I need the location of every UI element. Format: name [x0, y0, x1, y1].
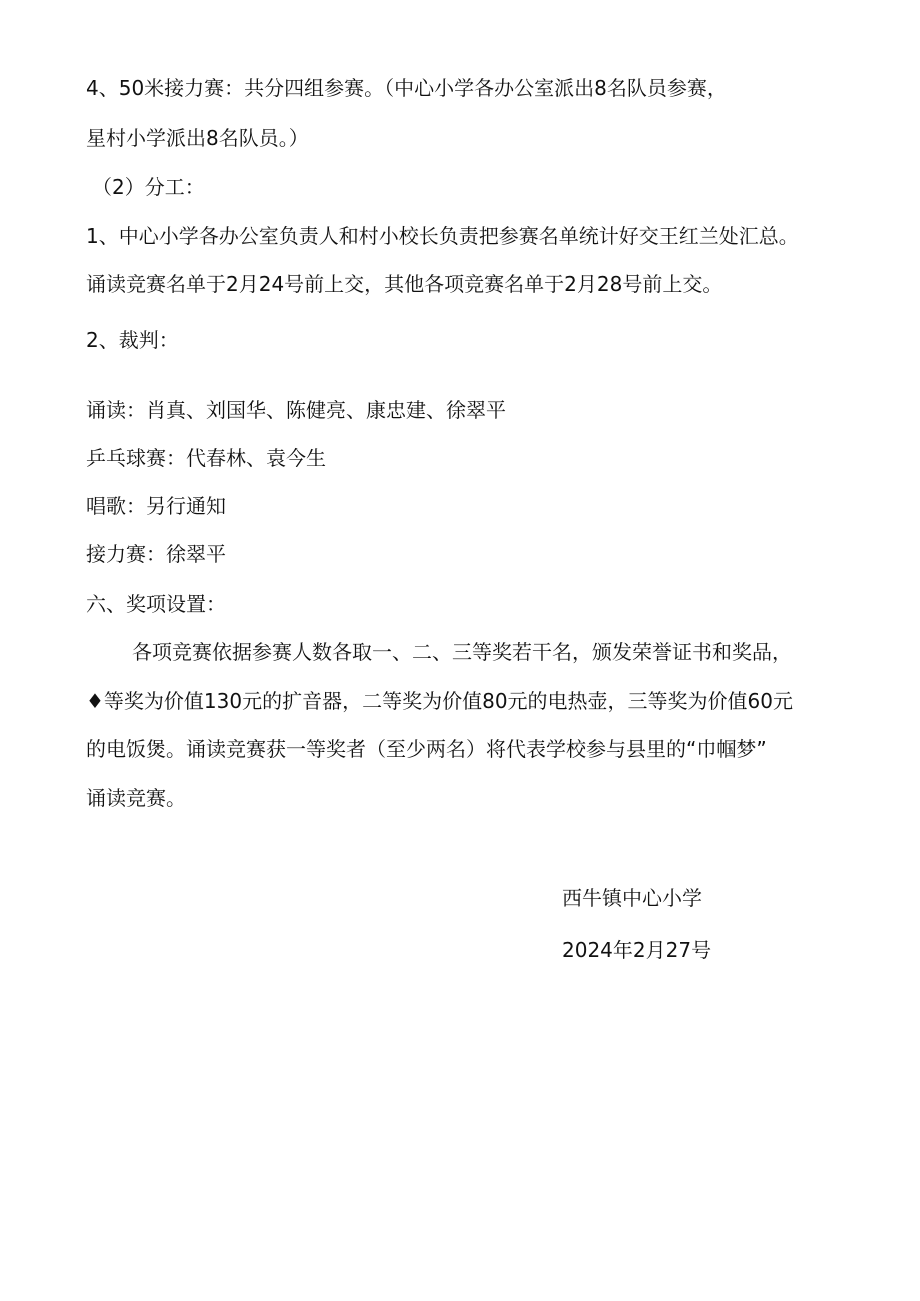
signature-date: 2024年2月27号	[562, 938, 712, 962]
text-line-judges-table-tennis: 乒乓球赛：代春林、袁今生	[86, 446, 326, 470]
signature-organization: 西牛镇中心小学	[562, 886, 702, 910]
text-line-division-1: 1、中心小学各办公室负责人和村小校长负责把参赛名单统计好交王红兰处汇总。	[86, 224, 799, 248]
text-line-awards-3: 的电饭煲。诵读竞赛获一等奖者（至少两名）将代表学校参与县里的“巾帼梦”	[86, 737, 767, 761]
section-heading-awards: 六、奖项设置：	[86, 592, 226, 616]
text-line-judges-singing: 唱歌：另行通知	[86, 494, 226, 518]
text-line-relay-race-cont: 星村小学派出8名队员。）	[86, 126, 309, 150]
text-line-judges-recitation: 诵读：肖真、刘国华、陈健亮、康忠建、徐翠平	[86, 398, 506, 422]
text-line-awards-1: 各项竞赛依据参赛人数各取一、二、三等奖若干名，颁发荣誉证书和奖品，	[132, 640, 792, 664]
section-heading-division: （2）分工：	[92, 175, 205, 199]
text-line-awards-4: 诵读竞赛。	[86, 786, 186, 810]
text-line-awards-2: ♦等奖为价值130元的扩音器，二等奖为价值80元的电热壶，三等奖为价值60元	[86, 689, 794, 713]
section-heading-judges: 2、裁判：	[86, 328, 179, 352]
text-line-relay-race: 4、50米接力赛：共分四组参赛。（中心小学各办公室派出8名队员参赛，	[86, 76, 727, 100]
text-line-judges-relay: 接力赛：徐翠平	[86, 542, 226, 566]
text-line-deadlines: 诵读竞赛名单于2月24号前上交，其他各项竞赛名单于2月28号前上交。	[86, 272, 723, 296]
